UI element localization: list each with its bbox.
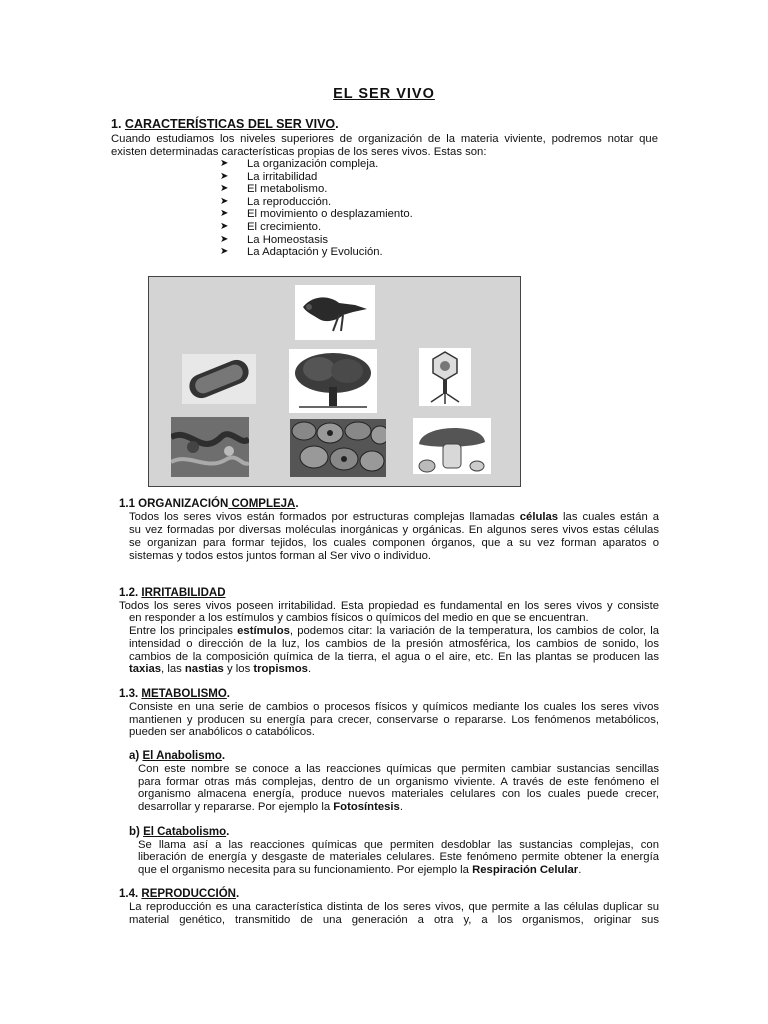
text: , las [161,663,182,675]
tissue-icon [171,417,249,477]
arrow-bullet-icon: ➤ [220,195,229,207]
bold-term: células [519,511,559,523]
text: desarrollar y repararse. Por ejemplo la [138,801,331,813]
arrow-bullet-icon: ➤ [220,233,229,245]
s11-line-3: se organizan para formar tejidos, los cuales componen órganos, que a su vez forman aparatos o [129,537,659,549]
anabolismo-line-4 [138,801,403,814]
arrow-bullet-icon: ➤ [220,170,229,182]
arrow-bullet-icon: ➤ [220,246,229,258]
list-item [220,233,413,247]
section-1-heading [111,118,339,131]
s12-line-5: cambios de la composición química de la tierra, el agua o el aire, etc. En las plantas se producen las [129,651,659,663]
arrow-bullet-icon: ➤ [220,220,229,232]
catabolismo-line-3 [138,864,581,877]
s11-line-4: sistemas y todos estos juntos forman al Ser vivo o individuo. [129,550,432,562]
bold-term: tropismos [253,663,308,675]
bold-term: taxias [129,663,162,675]
cells-icon [290,419,386,477]
list-item-text: La organización compleja. [247,158,379,170]
catabolismo-heading [129,826,229,839]
list-item-text: El crecimiento. [247,220,322,233]
catabolismo-line-2: liberación de energía y desgaste de materiales celulares. Este fenómeno permite obtener la energía [138,851,659,863]
anabolismo-heading [129,750,225,763]
anabolismo-line-1: Con este nombre se conoce a las reacciones químicas que permiten cambiar sustancias sencillas [138,763,659,775]
list-item [220,246,413,259]
item-label: a) [129,750,140,762]
section-1-4-heading [119,888,239,901]
section-number: 1. [111,117,122,131]
arrow-bullet-icon: ➤ [220,208,229,220]
s11-line-1 [129,511,659,524]
period: . [226,688,230,700]
virus-icon [419,348,471,406]
section-title: REPRODUCCIÓN [141,888,236,900]
arrow-bullet-icon: ➤ [220,183,229,195]
s12-line-2: en responder a los estímulos y cambios físicos o químicos del medio en que se encuentran. [129,612,589,624]
list-item [220,220,413,234]
section-title: COMPLEJA [228,498,296,510]
characteristics-list [220,158,413,259]
period: . [335,117,339,131]
list-item-text: La Adaptación y Evolución. [247,246,383,259]
intro-line-1: Cuando estudiamos los niveles superiores de organización de la materia viviente, podremos notar que [111,133,658,145]
arrow-bullet-icon: ➤ [220,158,229,169]
period: . [295,498,299,510]
page-title: EL SER VIVO [333,86,435,102]
list-item-text: La irritabilidad [247,170,318,183]
list-item-text: El metabolismo. [247,183,328,196]
section-title: CARACTERÍSTICAS DEL SER VIVO [124,117,336,131]
list-item-text: La Homeostasis [247,233,328,246]
text: , podemos citar: la variación de la temperatura, los cambios de color, la [289,625,659,637]
subsection-title: El Catabolismo [143,826,227,838]
s12-line-4: intensidad o dirección de la luz, los cambios de la presión atmosférica, los cambios de sonido, los [129,638,659,650]
section-title: METABOLISMO [141,688,227,700]
section-number: 1.2. [119,587,139,599]
text: Entre los principales [129,625,233,637]
section-number: 1.3. [119,688,139,700]
s11-line-2: su vez formadas por diversas moléculas inorgánicas y orgánicas. En algunos seres vivos estas células [129,524,659,536]
section-1-3-heading [119,688,230,701]
text: y los [226,663,251,675]
s14-line-1: La reproducción es una característica distinta de los seres vivos, que permite a las células duplicar su [129,901,659,913]
s12-line-6 [129,663,311,676]
section-number: 1.1 ORGANIZACIÓN [119,498,229,510]
list-item [220,183,413,196]
s13-line-2: mantienen y producen su energía para crecer, conservarse o repararse. Los fenómenos metabólicos, [129,714,659,726]
text: . [399,801,403,813]
section-1-1-heading [119,498,299,511]
bacterium-icon [182,354,256,404]
period: . [221,750,226,762]
bold-term: estímulos [237,625,290,637]
tree-icon [289,349,377,413]
s12-line-3 [129,625,659,638]
text: Todos los seres vivos están formados por estructuras complejas llamadas [129,511,515,523]
catabolismo-line-1: Se llama así a las reacciones químicas que permiten desdoblar las sustancias complejas, con [138,839,659,851]
list-item [220,170,413,184]
list-item-text: La reproducción. [247,195,332,208]
bold-term: Fotosíntesis [333,801,400,813]
anabolismo-line-2: para formar otras más complejas, dentro de un organismo viviente. A través de este fenómeno el [138,776,659,788]
s14-line-2: material genético, transmitido de una generación a otra y, a los organismos, originar sus [129,914,659,926]
subsection-title: El Anabolismo [142,750,222,762]
text: las cuales están a [563,511,659,523]
text: . [578,864,582,876]
period: . [226,826,230,838]
intro-line-2: existen determinadas características propias de los seres vivos. Estas son: [111,146,487,158]
period: . [235,888,240,900]
text: . [307,663,312,675]
section-number: 1.4. [119,888,139,900]
anabolismo-line-3: organismo almacena energía, produce nuevos materiales celulares con los cuales puede crecer, [138,788,659,800]
eagle-icon [295,285,375,340]
list-item [220,208,413,221]
text: que el organismo necesita para su funcionamiento. Por ejemplo la [138,864,469,876]
list-item [220,158,413,171]
section-title: IRRITABILIDAD [141,587,226,599]
living-beings-figure [148,276,521,487]
s13-line-3: pueden ser anabólicos o catabólicos. [129,726,315,738]
bold-term: nastias [184,663,224,675]
section-1-2-heading [119,587,226,600]
s12-line-1: Todos los seres vivos poseen irritabilidad. Esta propiedad es fundamental en los seres vivos y consiste [119,600,659,612]
s13-line-1: Consiste en una serie de cambios o procesos físicos y químicos mediante los cuales los seres vivos [129,701,659,713]
bold-term: Respiración Celular [472,864,579,876]
mushroom-icon [413,418,491,474]
list-item [220,195,413,209]
list-item-text: El movimiento o desplazamiento. [247,208,413,221]
item-label: b) [129,826,140,838]
